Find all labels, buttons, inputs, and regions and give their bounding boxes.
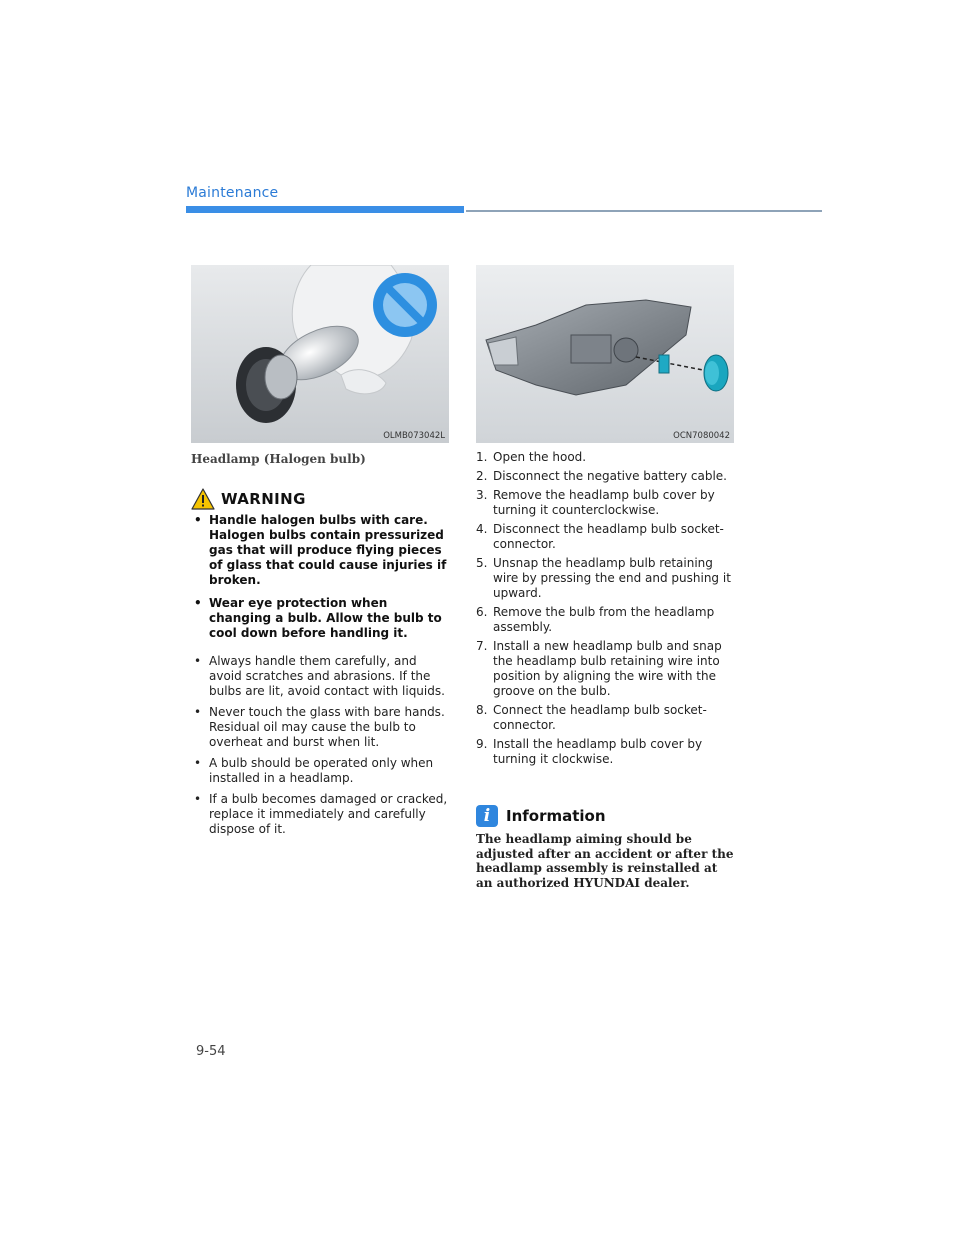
section-title: Maintenance — [186, 185, 279, 201]
figure-caption: Headlamp (Halogen bulb) — [191, 452, 366, 466]
warning-icon — [191, 488, 215, 510]
warning-item: • Handle halogen bulbs with care. Halogen bulbs contain pressurized gas that will produce flying pieces of glass that could cause injuries if broken. — [191, 513, 451, 588]
handling-notes — [191, 654, 451, 843]
step-item: 7. Install a new headlamp bulb and snap the headlamp bulb retaining wire into position by aligning the wire with the groove on the bulb. — [476, 639, 722, 698]
header-rule-accent — [186, 206, 464, 213]
step-item: 1. Open the hood. — [476, 450, 587, 464]
halogen-bulb-figure — [191, 265, 449, 443]
step-item: 3. Remove the headlamp bulb cover by turning it counterclockwise. — [476, 488, 715, 517]
halogen-bulb-illustration — [191, 265, 449, 443]
info-icon: i — [476, 805, 498, 827]
warning-title: WARNING — [221, 490, 306, 508]
step-item: 6. Remove the bulb from the headlamp assembly. — [476, 605, 715, 634]
step-item: 8. Connect the headlamp bulb socket-connector. — [476, 703, 707, 732]
step-item: 9. Install the headlamp bulb cover by turning it clockwise. — [476, 737, 703, 766]
step-item: 4. Disconnect the headlamp bulb socket-connector. — [476, 522, 724, 551]
list-item: • A bulb should be operated only when installed in a headlamp. — [191, 756, 451, 786]
list-item: • If a bulb becomes damaged or cracked, replace it immediately and carefully dispose of it. — [191, 792, 451, 837]
replacement-steps — [476, 450, 732, 771]
figure-code: OLMB073042L — [383, 431, 445, 441]
information-title: Information — [506, 807, 606, 825]
header-rule — [466, 210, 822, 212]
information-heading — [476, 805, 606, 827]
page-number: 9-54 — [196, 1044, 226, 1059]
step-item: 2. Disconnect the negative battery cable. — [476, 469, 727, 483]
headlamp-assembly-illustration — [476, 265, 734, 443]
list-item: • Always handle them carefully, and avoid scratches and abrasions. If the bulbs are lit, avoid contact with liquids. — [191, 654, 451, 699]
figure-code: OCN7080042 — [673, 431, 730, 441]
warning-item: • Wear eye protection when changing a bulb. Allow the bulb to cool down before handling it. — [191, 596, 451, 641]
headlamp-assembly-figure — [476, 265, 734, 443]
step-item: 5. Unsnap the headlamp bulb retaining wire by pressing the end and pushing it upward. — [476, 556, 731, 600]
warning-heading — [191, 488, 306, 510]
list-item: • Never touch the glass with bare hands. Residual oil may cause the bulb to overheat and burst when lit. — [191, 705, 451, 750]
warning-list — [191, 513, 451, 649]
information-body: The headlamp aiming should be adjusted after an accident or after the headlamp assembly is reinstalled at an authorized HYUNDAI dealer. — [476, 832, 734, 890]
